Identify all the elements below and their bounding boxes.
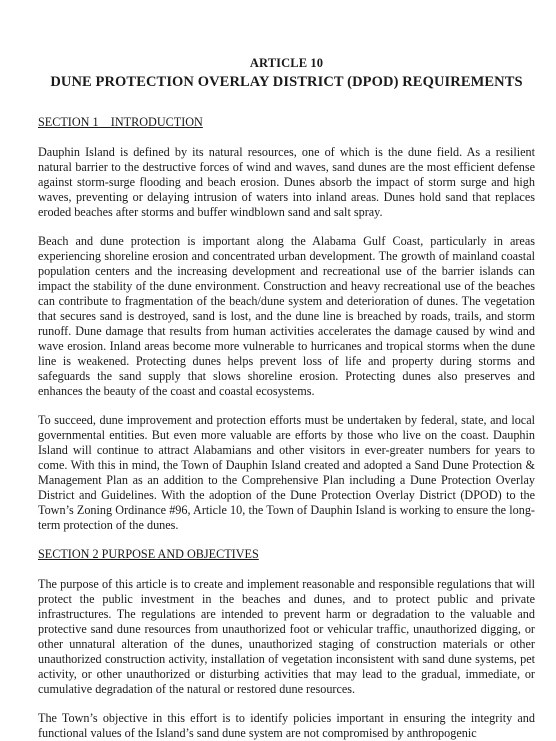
section-2-paragraph-1: The purpose of this article is to create and implement reasonable and responsible regulations that will protect the public investment in the beaches and dunes, and to protect public and private infrastructures. The regulations are intended to prevent harm or degradation to the valuable and protective sand dune resources from unauthorized foot or vehicular traffic, unauthorized digging, or other unnatural alteration of the dunes, unauthorized staging of construction materials or other unauthorized construction activity, installation of vegetation inconsistent with sand dune systems, pet activity, or other unauthorized or disturbing activities that may lead to the gradual, immediate, or cumulative degradation of the natural or restored dune resources. xyxy=(38,577,535,696)
section-1-paragraph-1: Dauphin Island is defined by its natural resources, one of which is the dune field. As a resilient natural barrier to the destructive forces of wind and waves, sand dunes are the most efficient defense against storm-surge flooding and beach erosion. Dunes absorb the impact of storm surge and high waves, preventing or delaying intrusion of waters into inland areas. Dunes hold sand that replaces eroded beaches after storms and buffer windblown sand and salt spray. xyxy=(38,145,535,219)
section-1-heading: SECTION 1 INTRODUCTION xyxy=(38,115,203,129)
article-title: DUNE PROTECTION OVERLAY DISTRICT (DPOD) REQUIREMENTS xyxy=(50,74,523,90)
section-1-paragraph-3: To succeed, dune improvement and protection efforts must be undertaken by federal, state, and local governmental entities. But even more valuable are efforts by those who live on the coast. Dauphin Island will continue to attract Alabamians and other visitors in ever-greater numbers for years to come. With this in mind, the Town of Dauphin Island created and adopted a Sand Dune Protection & Management Plan as an addition to the Comprehensive Plan including a Dune Protection Overlay District and Guidelines. With the adoption of the Dune Protection Overlay District (DPOD) to the Town’s Zoning Ordinance #96, Article 10, the Town of Dauphin Island is working to ensure the long-term protection of the dunes. xyxy=(38,413,535,532)
section-2-heading: SECTION 2 PURPOSE AND OBJECTIVES xyxy=(38,547,259,561)
section-1-paragraph-2: Beach and dune protection is important along the Alabama Gulf Coast, particularly in areas experiencing shoreline erosion and concentrated urban development. The growth of mainland coastal population centers and the increasing development and recreational use of the barrier islands can impact the stability of the dune environment. Construction and heavy recreational use of the beaches can contribute to fragmentation of the beach/dune system and deterioration of dunes. The vegetation that secures sand is destroyed, sand is lost, and the dune line is breached by roads, trails, and storm runoff. Dune damage that results from human activities accelerates the damage caused by wind and wave erosion. Inland areas become more vulnerable to hurricanes and tropical storms when the dune line is weakened. Protecting dunes helps prevent loss of life and property during storms and safeguards the sand supply that slows shoreline erosion. Protecting dunes also preserves and enhances the beauty of the coast and coastal ecosystems. xyxy=(38,234,535,398)
section-2-paragraph-2: The Town’s objective in this effort is to identify policies important in ensuring the integrity and functional values of the Island’s sand dune system are not compromised by anthropogenic xyxy=(38,711,535,740)
article-number: ARTICLE 10 xyxy=(249,56,324,70)
